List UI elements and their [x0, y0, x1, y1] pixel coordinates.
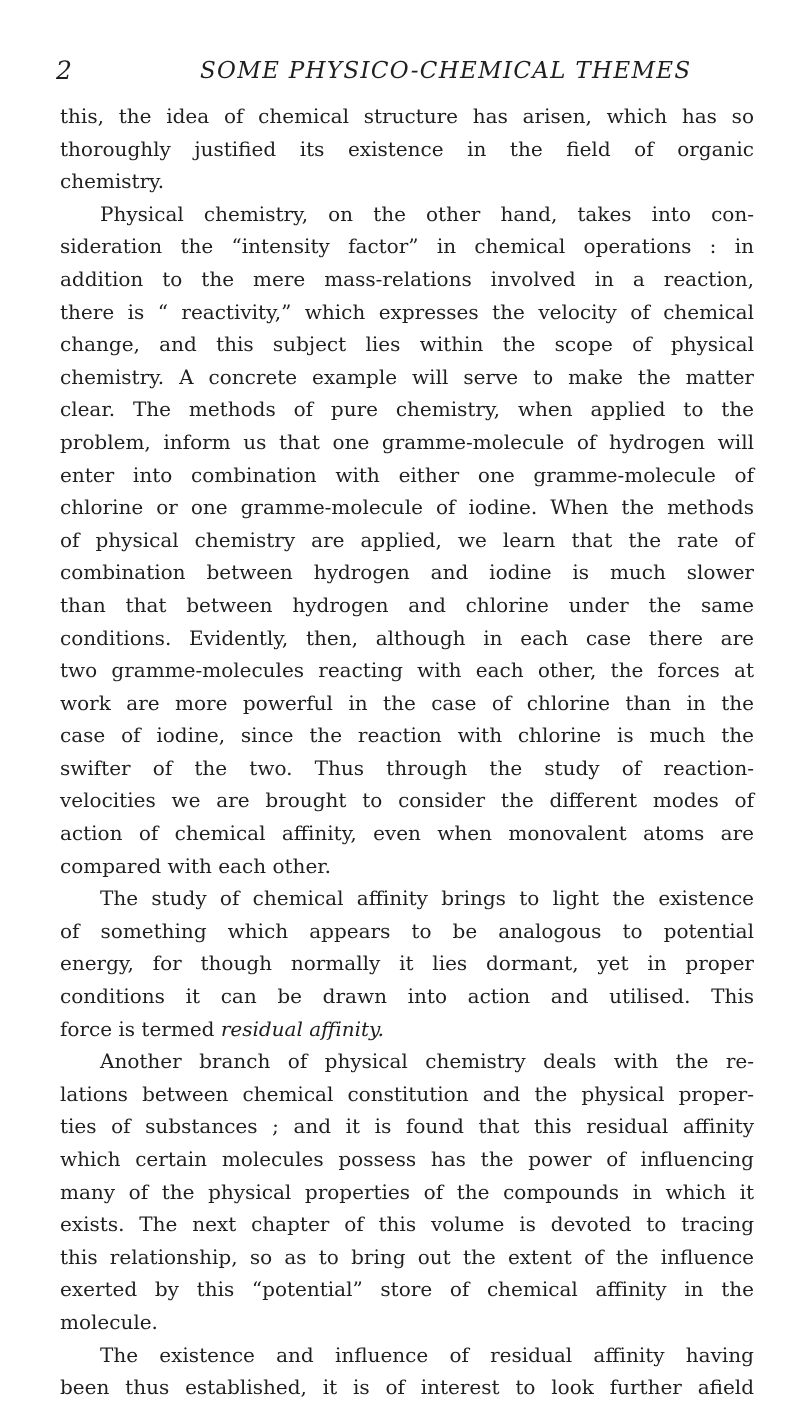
- text-line: case of iodine, since the reaction with chlorine is much the: [60, 723, 754, 748]
- text-line: this relationship, so as to bring out the extent of the influence: [60, 1244, 754, 1269]
- text-line: of something which appears to be analogous to potential: [60, 918, 754, 943]
- text-line: sideration the “intensity factor” in chemical operations : in: [60, 234, 754, 259]
- text-line: clear. The methods of pure chemistry, when applied to the: [60, 397, 754, 422]
- text-line: compared with each other.: [60, 853, 331, 878]
- text-line: chlorine or one gramme-molecule of iodine. When the methods: [60, 495, 754, 520]
- text-line: work are more powerful in the case of chlorine than in the: [60, 690, 754, 715]
- text-line: The study of chemical affinity brings to light the existence: [100, 886, 754, 911]
- text-line: swifter of the two. Thus through the study of reaction-: [60, 755, 754, 780]
- text-line: two gramme-molecules reacting with each other, the forces at: [60, 658, 754, 683]
- text-line: conditions it can be drawn into action and utilised. This: [60, 984, 754, 1009]
- text-line: molecule.: [60, 1309, 158, 1334]
- text-line: exerted by this “potential” store of chemical affinity in the: [60, 1277, 754, 1302]
- text-line: velocities we are brought to consider the different modes of: [60, 788, 754, 813]
- italic-term: residual affinity.: [220, 1016, 385, 1041]
- text-line: ties of substances ; and it is found that this residual affinity: [60, 1114, 754, 1139]
- text-line: action of chemical affinity, even when monovalent atoms are: [60, 821, 754, 846]
- text-line: which certain molecules possess has the power of influencing: [60, 1147, 754, 1171]
- text-line: combination between hydrogen and iodine is much slower: [60, 560, 754, 585]
- text-line: problem, inform us that one gramme-molecule of hydrogen will: [60, 429, 754, 454]
- text-line: of physical chemistry are applied, we learn that the rate of: [60, 527, 754, 552]
- body-text: [60, 100, 754, 1404]
- text-line: The existence and influence of residual affinity having: [100, 1342, 754, 1367]
- text-line: energy, for though normally it lies dormant, yet in proper: [60, 951, 754, 976]
- text-line: conditions. Evidently, then, although in each case there are: [60, 625, 754, 650]
- text-line: addition to the mere mass-relations involved in a reaction,: [60, 266, 754, 291]
- text-fragment: force is termed: [60, 1016, 215, 1041]
- text-line: exists. The next chapter of this volume is devoted to tracing: [60, 1212, 754, 1237]
- text-line: Another branch of physical chemistry deals with the re-: [100, 1049, 754, 1074]
- text-line: thoroughly justified its existence in the field of organic: [60, 136, 754, 161]
- text-line: lations between chemical constitution and the physical proper-: [60, 1081, 754, 1106]
- running-head: SOME PHYSICO-CHEMICAL THEMES: [200, 58, 692, 84]
- page-number: 2: [56, 56, 72, 85]
- text-line-with-italic-term: [60, 1013, 754, 1046]
- text-line: there is “ reactivity,” which expresses the velocity of chemical: [60, 299, 754, 324]
- text-line: been thus established, it is of interest to look further afield: [60, 1375, 754, 1400]
- text-line: enter into combination with either one gramme-molecule of: [60, 462, 754, 487]
- text-line: change, and this subject lies within the scope of physical: [60, 332, 754, 357]
- text-line: Physical chemistry, on the other hand, takes into con-: [100, 201, 754, 226]
- text-line: than that between hydrogen and chlorine under the same: [60, 592, 754, 617]
- text-line: this, the idea of chemical structure has arisen, which has so: [60, 104, 754, 128]
- text-line: many of the physical properties of the compounds in which it: [60, 1179, 754, 1204]
- text-line: chemistry.: [60, 169, 165, 194]
- text-line: chemistry. A concrete example will serve to make the matter: [60, 364, 754, 389]
